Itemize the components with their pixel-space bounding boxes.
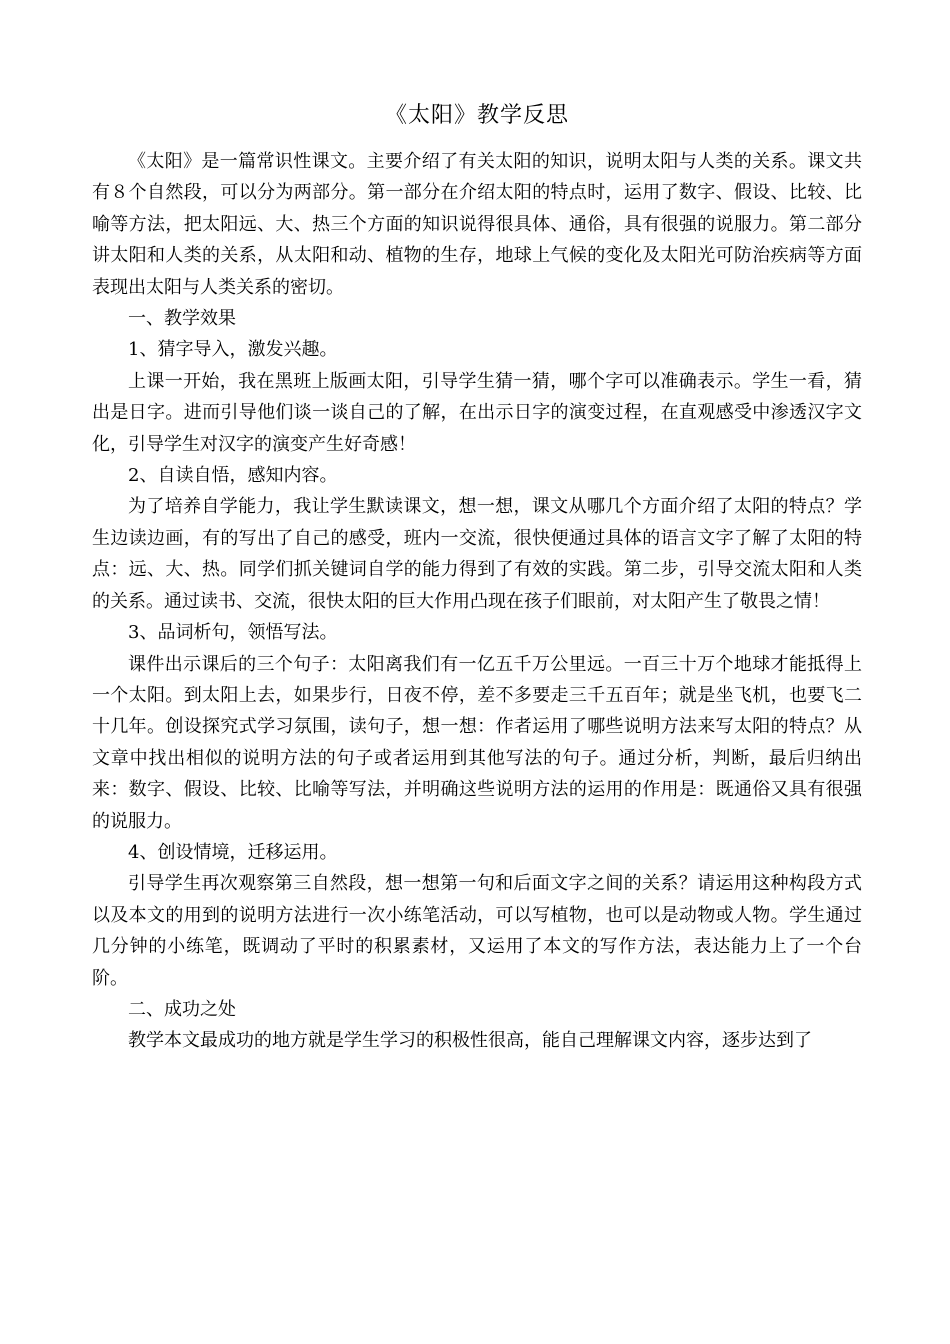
paragraph-self-reading: 为了培养自学能力，我让学生默读课文，想一想，课文从哪几个方面介绍了太阳的特点？学生边读边画，有的写出了自己的感受，班内一交流，很快便通过具体的语言文字了解了太阳的特点：远、大、热。同学们抓关键词自学的能力得到了有效的实践。第二步，引导交流太阳和人类的关系。通过读书、交流，很快太阳的巨大作用凸现在孩子们眼前，对太阳产生了敬畏之情！ [92,496,862,612]
paragraph-guess-character: 上课一开始，我在黑班上版画太阳，引导学生猜一猜，哪个字可以准确表示。学生一看，猜出是日字。进而引导他们谈一谈自己的了解，在出示日字的演变过程，在直观感受中渗透汉字文化，引导学生对汉字的演变产生好奇感！ [92,370,862,455]
document-page [92,96,862,1057]
paragraph-word-analysis: 课件出示课后的三个句子：太阳离我们有一亿五千万公里远。一百三十万个地球才能抵得上一个太阳。到太阳上去，如果步行，日夜不停，差不多要走三千五百年；就是坐飞机，也要飞二十几年。创设探究式学习氛围，读句子，想一想：作者运用了哪些说明方法来写太阳的特点？从文章中找出相似的说明方法的句子或者运用到其他写法的句子。通过分析，判断，最后归纳出来：数字、假设、比较、比喻等写法，并明确这些说明方法的运用的作用是：既通俗又具有很强的说服力。 [92,653,862,832]
subheading-guess-character: 1、猜字导入，激发兴趣。 [128,339,338,361]
section-heading-teaching-effect: 一、教学效果 [128,308,236,330]
paragraph-success: 教学本文最成功的地方就是学生学习的积极性很高，能自己理解课文内容，逐步达到了 [128,1030,812,1052]
subheading-transfer-application: 4、创设情境，迁移运用。 [128,841,338,863]
section-heading-success: 二、成功之处 [128,998,236,1020]
subheading-self-reading: 2、自读自悟，感知内容。 [128,465,338,487]
document-title: 《太阳》教学反思 [384,103,569,128]
paragraph-transfer-application: 引导学生再次观察第三自然段，想一想第一句和后面文字之间的关系？请运用这种构段方式以及本文的用到的说明方法进行一次小练笔活动，可以写植物，也可以是动物或人物。学生通过几分钟的小练笔，既调动了平时的积累素材，又运用了本文的写作方法，表达能力上了一个台阶。 [92,873,862,989]
intro-paragraph: 《太阳》是一篇常识性课文。主要介绍了有关太阳的知识，说明太阳与人类的关系。课文共有８个自然段，可以分为两部分。第一部分在介绍太阳的特点时，运用了数字、假设、比较、比喻等方法，把太阳远、大、热三个方面的知识说得很具体、通俗，具有很强的说服力。第二部分讲太阳和人类的关系，从太阳和动、植物的生存，地球上气候的变化及太阳光可防治疾病等方面表现出太阳与人类关系的密切。 [92,151,862,298]
subheading-word-analysis: 3、品词析句，领悟写法。 [128,622,338,644]
